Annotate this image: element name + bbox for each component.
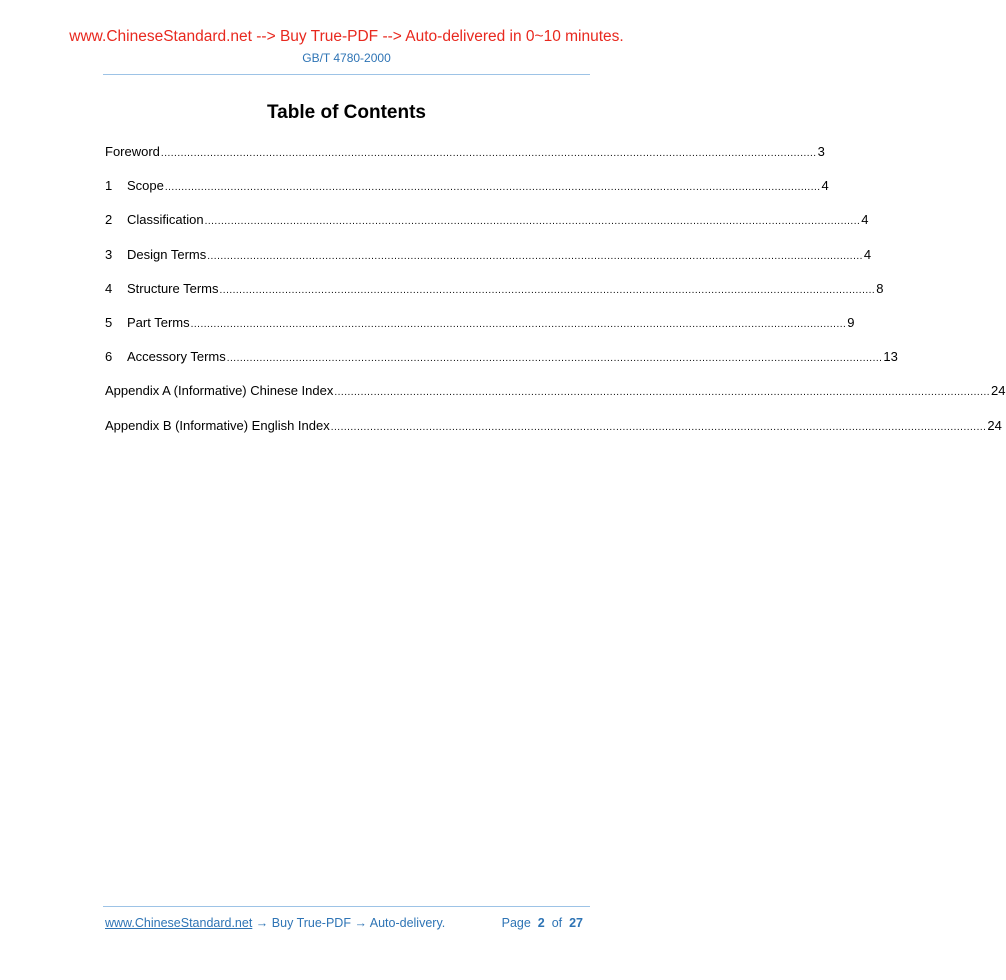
toc-entry-appendix-a[interactable] [105,383,1006,417]
footer-site-link[interactable]: www.ChineseStandard.net [105,916,253,930]
footer-delivery-text: Auto-delivery. [369,916,446,930]
toc-dot-leader: ........................................................................................................................................................................................................ [204,216,861,228]
toc-entry-page: 24 [987,417,1002,433]
toc-dot-leader: ........................................................................................................................................................................................................ [226,353,883,365]
toc-entry-page: 4 [821,178,829,194]
header-divider [103,74,590,75]
toc-entry-label: Structure Terms [127,280,219,296]
toc-dot-leader: ........................................................................................................................................................................................................ [330,421,987,433]
toc-entry-number: 3 [105,246,113,262]
toc-entry-label: Accessory Terms [127,349,226,365]
footer-divider [103,906,590,907]
toc-entry-scope[interactable] [105,178,829,212]
toc-entry-page: 3 [817,144,825,159]
toc-dot-leader: ........................................................................................................................................................................................................ [207,250,863,262]
toc-entry-label: Part Terms [127,314,190,330]
toc-entry-page: 24 [991,383,1006,399]
toc-entry-label: Classification [127,212,204,228]
toc-dot-leader: ........................................................................................................................................................................................................ [190,318,847,330]
toc-entry-label: Scope [127,178,164,194]
page-total: 27 [569,916,583,930]
promo-banner[interactable]: www.ChineseStandard.net --> Buy True-PDF --> Auto-delivered in 0~10 minutes. [69,28,624,45]
toc-dot-leader: ........................................................................................................................................................................................................ [164,182,821,194]
arrow-right-icon: → [255,916,269,930]
toc-entry-number: 5 [105,314,113,330]
toc-entry-classification[interactable] [105,212,869,246]
toc-entry-label: Foreword [105,144,160,159]
document-code: GB/T 4780-2000 [302,51,391,65]
page-word: Page [501,916,531,930]
toc-entry-page: 4 [863,246,872,262]
toc-dot-leader: ........................................................................................................................................................................................................ [334,387,991,399]
toc-dot-leader: ........................................................................................................................................................................................................ [160,148,817,159]
toc-dot-leader: ........................................................................................................................................................................................................ [219,284,876,296]
toc-title: Table of Contents [266,102,427,123]
page-current: 2 [537,916,545,930]
toc-entry-page: 13 [883,349,898,365]
toc-entry-structure-terms[interactable] [105,280,884,315]
arrow-right-icon: → [354,916,367,930]
toc-entry-part-terms[interactable] [105,314,855,349]
toc-entry-design-terms[interactable] [105,246,872,281]
toc-entry-number: 6 [105,349,113,365]
toc-entry-number: 2 [105,212,113,228]
toc-entry-page: 9 [847,314,855,330]
toc-entry-foreword[interactable] [105,144,825,178]
toc-entry-number: 4 [105,280,113,296]
toc-entry-appendix-b[interactable] [105,417,1002,452]
toc-entry-page: 4 [861,212,869,228]
toc-entry-label: Appendix B (Informative) English Index [105,417,330,433]
toc-entry-label: Appendix A (Informative) Chinese Index [105,383,334,399]
toc-entry-page: 8 [876,280,884,296]
toc-entry-accessory-terms[interactable] [105,349,898,383]
footer-promo [105,916,445,930]
toc-entry-number: 1 [105,178,113,194]
page-indicator [502,916,583,930]
toc-entry-label: Design Terms [127,246,207,262]
footer-buy-text: Buy True-PDF [271,916,351,930]
toc-list [105,144,1006,452]
page-of: of [551,916,563,930]
